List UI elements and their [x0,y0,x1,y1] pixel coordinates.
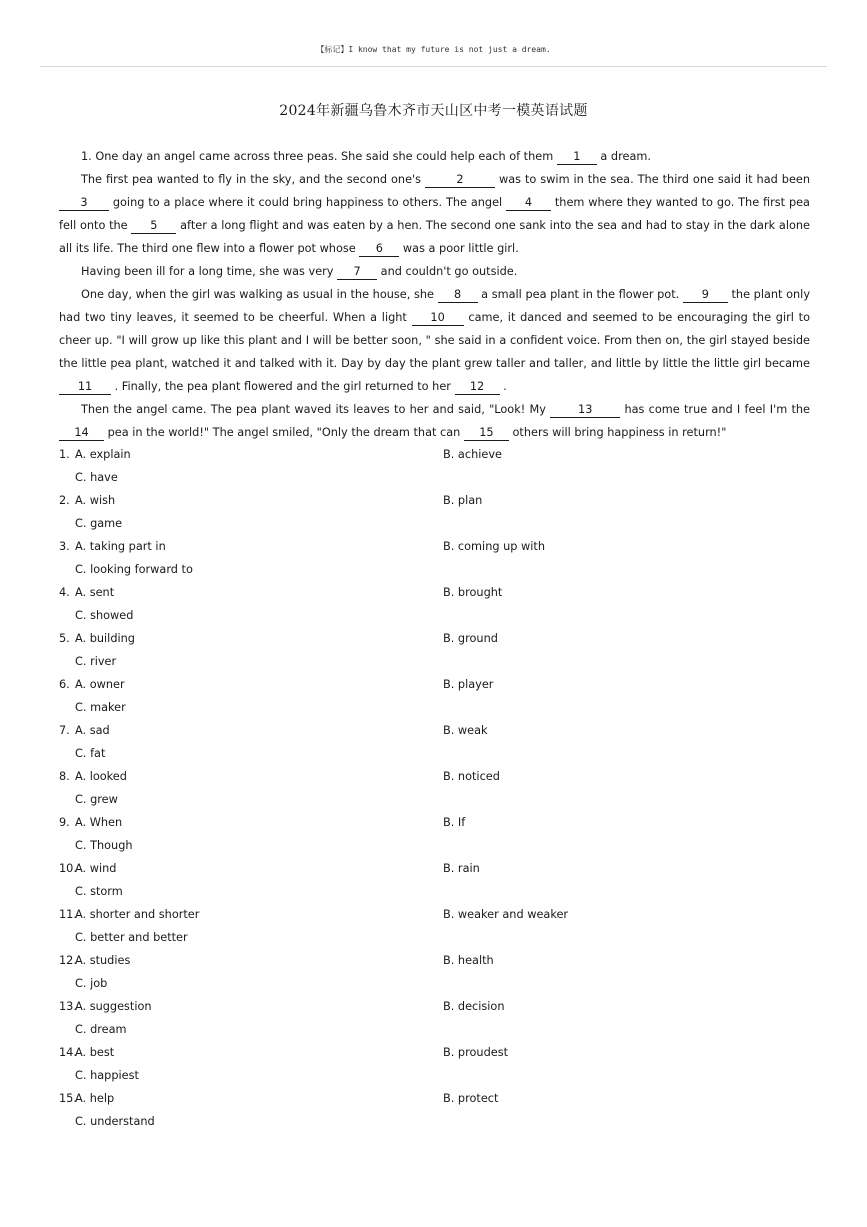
option-a: A. building [75,632,135,645]
passage-text: was to swim in the sea. The third one said it had been [495,173,811,186]
passage-text: and couldn't go outside. [377,265,518,278]
question-3-row-ab [59,535,810,558]
passage-text: going to a place where it could bring happiness to others. The angel [109,196,507,209]
question-15-row-c [59,1110,810,1133]
option-b: B. rain [443,862,480,875]
question-number: 6. [59,678,70,691]
blank-11: 11 [59,380,111,395]
page-header: 【标记】I know that my future is not just a dream. [316,45,551,54]
blank-7: 7 [337,265,377,280]
question-6-row-c [59,696,810,719]
blank-2: 2 [425,173,495,188]
passage-text: 1. One day an angel came across three peas. She said she could help each of them [81,150,557,163]
question-2-row-c [59,512,810,535]
option-c: C. grew [75,793,118,806]
passage-text: pea in the world!" The angel smiled, "Only the dream that can [104,426,464,439]
question-2-row-ab [59,489,810,512]
blank-12: 12 [455,380,500,395]
question-11-row-ab [59,903,810,926]
paragraph-4 [59,283,810,398]
question-number: 15. [59,1092,77,1105]
question-number: 11. [59,908,77,921]
cloze-passage [59,145,810,444]
blank-14: 14 [59,426,104,441]
option-b: B. brought [443,586,503,599]
question-number: 9. [59,816,70,829]
option-a: A. shorter and shorter [75,908,200,921]
option-a: A. wish [75,494,116,507]
passage-text: was a poor little girl. [399,242,519,255]
question-number: 10. [59,862,77,875]
passage-text: a dream. [596,150,651,163]
option-c: C. better and better [75,931,188,944]
question-number: 3. [59,540,70,553]
blank-15: 15 [464,426,509,441]
passage-text: One day, when the girl was walking as usual in the house, she [81,288,438,301]
option-b: B. weak [443,724,488,737]
option-b: B. achieve [443,448,502,461]
question-number: 12. [59,954,77,967]
option-c: C. have [75,471,118,484]
passage-text: . [499,380,507,393]
option-a: A. sad [75,724,110,737]
option-b: B. noticed [443,770,500,783]
blank-9: 9 [683,288,728,303]
option-a: A. sent [75,586,115,599]
option-a: A. When [75,816,123,829]
option-c: C. happiest [75,1069,139,1082]
option-a: A. best [75,1046,115,1059]
option-a: A. owner [75,678,125,691]
passage-text: . Finally, the pea plant flowered and the girl returned to her [111,380,455,393]
paragraph-1 [59,145,810,168]
passage-text: them where they wanted to go. The first pea fell onto the [59,196,810,232]
question-8-row-c [59,788,810,811]
question-7-row-ab [59,719,810,742]
question-12-row-c [59,972,810,995]
question-6-row-ab [59,673,810,696]
passage-text: came, it danced and seemed to be encouraging the girl to cheer up. "I will grow up like this plant and I will be better soon, " she said in a confident voice. From then on, the girl stayed beside the little pea plant, watched it and talked with it. Day by day the plant grew taller and taller, and little by little the little girl became [59,311,810,370]
blank-10: 10 [412,311,464,326]
question-12-row-ab [59,949,810,972]
question-14-row-ab [59,1041,810,1064]
passage-text: Having been ill for a long time, she was very [81,265,338,278]
option-c: C. looking forward to [75,563,193,576]
question-number: 2. [59,494,70,507]
option-b: B. plan [443,494,483,507]
question-8-row-ab [59,765,810,788]
option-c: C. Though [75,839,133,852]
option-b: B. ground [443,632,498,645]
question-number: 1. [59,448,70,461]
question-15-row-ab [59,1087,810,1110]
question-13-row-c [59,1018,810,1041]
option-a: A. suggestion [75,1000,152,1013]
blank-8: 8 [438,288,478,303]
question-4-row-c [59,604,810,627]
question-4-row-ab [59,581,810,604]
passage-text: a small pea plant in the flower pot. [477,288,683,301]
question-number: 8. [59,770,70,783]
question-number: 14. [59,1046,77,1059]
blank-5: 5 [131,219,176,234]
option-b: B. weaker and weaker [443,908,569,921]
header-divider [40,66,827,67]
answer-options [59,443,810,1133]
blank-6: 6 [359,242,399,257]
question-number: 4. [59,586,70,599]
paragraph-2 [59,168,810,260]
page-title: 2024年新疆乌鲁木齐市天山区中考一模英语试题 [279,103,588,119]
blank-3: 3 [59,196,109,211]
question-9-row-ab [59,811,810,834]
question-13-row-ab [59,995,810,1018]
passage-text: the plant only had two tiny leaves, it seemed to be cheerful. When a light [59,288,811,324]
option-c: C. river [75,655,117,668]
question-1-row-ab [59,443,810,466]
option-c: C. storm [75,885,123,898]
option-b: B. player [443,678,494,691]
option-a: A. studies [75,954,131,967]
option-b: B. decision [443,1000,505,1013]
question-7-row-c [59,742,810,765]
option-a: A. wind [75,862,117,875]
option-b: B. coming up with [443,540,546,553]
question-1-row-c [59,466,810,489]
question-3-row-c [59,558,810,581]
question-number: 13. [59,1000,77,1013]
question-5-row-ab [59,627,810,650]
passage-text: has come true and I feel I'm the [620,403,810,416]
paragraph-3 [59,260,810,283]
option-b: B. If [443,816,466,829]
option-c: C. dream [75,1023,127,1036]
question-9-row-c [59,834,810,857]
question-10-row-c [59,880,810,903]
option-c: C. job [75,977,108,990]
option-b: B. proudest [443,1046,509,1059]
blank-13: 13 [550,403,620,418]
option-c: C. understand [75,1115,155,1128]
option-a: A. looked [75,770,127,783]
passage-text: Then the angel came. The pea plant waved its leaves to her and said, "Look! My [81,403,551,416]
paragraph-5 [59,398,810,444]
option-c: C. showed [75,609,134,622]
option-c: C. game [75,517,123,530]
question-11-row-c [59,926,810,949]
blank-1: 1 [557,150,597,165]
option-a: A. explain [75,448,131,461]
question-number: 5. [59,632,70,645]
question-10-row-ab [59,857,810,880]
option-c: C. fat [75,747,106,760]
option-a: A. taking part in [75,540,166,553]
blank-4: 4 [506,196,551,211]
option-a: A. help [75,1092,115,1105]
question-5-row-c [59,650,810,673]
option-b: B. health [443,954,494,967]
passage-text: The first pea wanted to fly in the sky, and the second one's [81,173,425,186]
question-number: 7. [59,724,70,737]
question-14-row-c [59,1064,810,1087]
passage-text: others will bring happiness in return!" [508,426,727,439]
option-b: B. protect [443,1092,499,1105]
option-c: C. maker [75,701,126,714]
passage-text: after a long flight and was eaten by a hen. The second one sank into the sea and had to stay in the dark alone all its life. The third one flew into a flower pot whose [59,219,810,255]
